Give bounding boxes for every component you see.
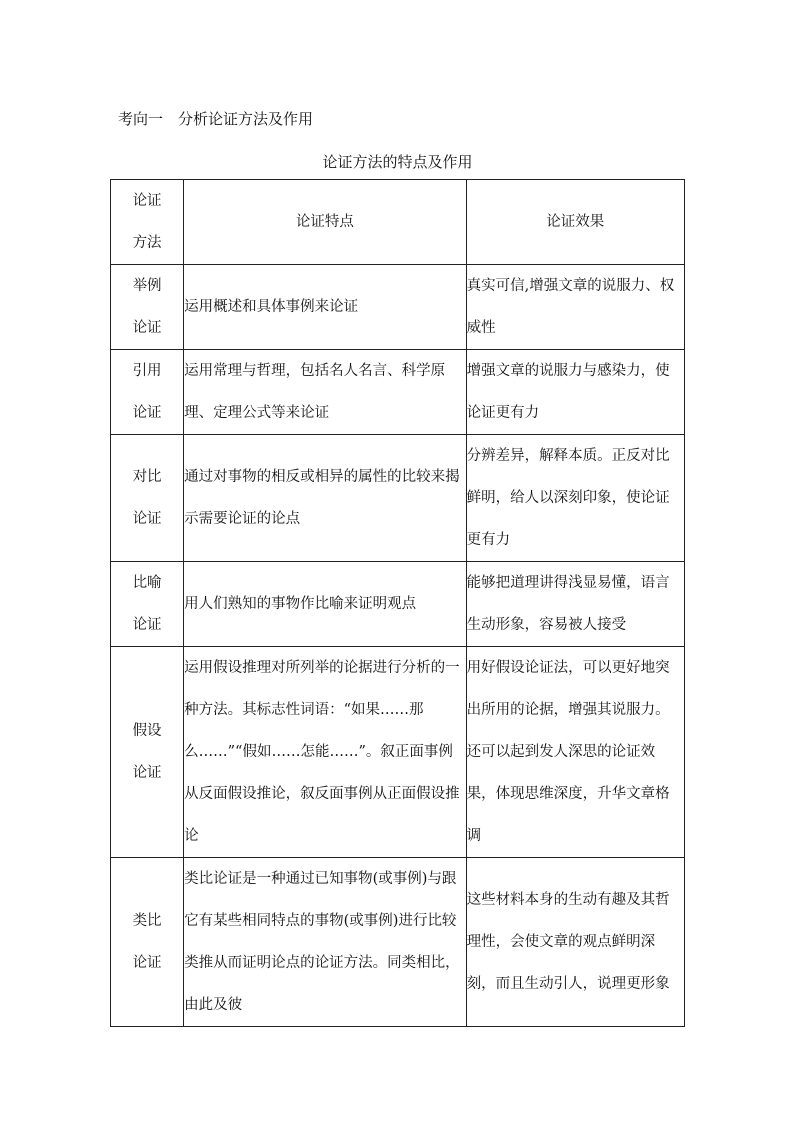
table-row: [111, 350, 685, 435]
effect-cell: 分辨差异，解释本质。正反对比鲜明，给人以深刻印象，使论证更有力: [466, 435, 684, 562]
method-name-line1: 假设: [132, 723, 162, 739]
table-row: [111, 858, 685, 1027]
feature-cell: 类比论证是一种通过已知事物(或事例)与跟它有某些相同特点的事物(或事例)进行比较类推从而证明论点的论证方法。同类相比，由此及彼: [184, 858, 466, 1027]
method-name-line2: 论证: [132, 511, 162, 527]
table-row: [111, 435, 685, 562]
feature-cell: 运用概述和具体事例来论证: [184, 265, 466, 350]
method-cell: [111, 350, 184, 435]
argument-methods-table: [110, 179, 685, 1027]
method-name-line2: 论证: [132, 320, 162, 336]
method-name-line2: 论证: [132, 405, 162, 421]
section-heading: 考向一 分析论证方法及作用: [118, 110, 314, 128]
method-name-line1: 对比: [132, 469, 162, 485]
effect-cell: 这些材料本身的生动有趣及其哲理性，会使文章的观点鲜明深刻，而且生动引人，说理更形象: [466, 858, 684, 1027]
method-name-line1: 举例: [132, 278, 162, 294]
effect-cell: 用好假设论证法，可以更好地突出所用的论据，增强其说服力。还可以起到发人深思的论证效果，体现思维深度，升华文章格调: [466, 647, 684, 858]
feature-cell: 运用假设推理对所列举的论据进行分析的一种方法。其标志性词语：“如果……那么……”“假如……怎能……”。叙正面事例从反面假设推论，叙反面事例从正面假设推论: [184, 647, 466, 858]
effect-cell: 能够把道理讲得浅显易懂，语言生动形象，容易被人接受: [466, 562, 684, 647]
header-method: [111, 180, 184, 265]
feature-cell: 运用常理与哲理，包括名人名言、科学原理、定理公式等来论证: [184, 350, 466, 435]
header-effect: 论证效果: [466, 180, 684, 265]
feature-cell: 通过对事物的相反或相异的属性的比较来揭示需要论证的论点: [184, 435, 466, 562]
method-name-line2: 论证: [132, 617, 162, 633]
method-name-line1: 类比: [132, 913, 162, 929]
header-feature: 论证特点: [184, 180, 466, 265]
method-name-line2: 论证: [132, 955, 162, 971]
header-method-line1: 论证: [132, 193, 162, 209]
effect-cell: 增强文章的说服力与感染力，使论证更有力: [466, 350, 684, 435]
method-cell: [111, 562, 184, 647]
method-name-line2: 论证: [132, 765, 162, 781]
table-row: [111, 562, 685, 647]
table-header-row: [111, 180, 685, 265]
feature-cell: 用人们熟知的事物作比喻来证明观点: [184, 562, 466, 647]
method-cell: [111, 435, 184, 562]
method-name-line1: 比喻: [132, 575, 162, 591]
table-row: [111, 647, 685, 858]
method-cell: [111, 265, 184, 350]
table-row: [111, 265, 685, 350]
method-cell: [111, 647, 184, 858]
effect-cell: 真实可信,增强文章的说服力、权威性: [466, 265, 684, 350]
table-title: 论证方法的特点及作用: [322, 153, 473, 171]
header-method-line2: 方法: [132, 235, 162, 251]
method-name-line1: 引用: [132, 363, 162, 379]
method-cell: [111, 858, 184, 1027]
